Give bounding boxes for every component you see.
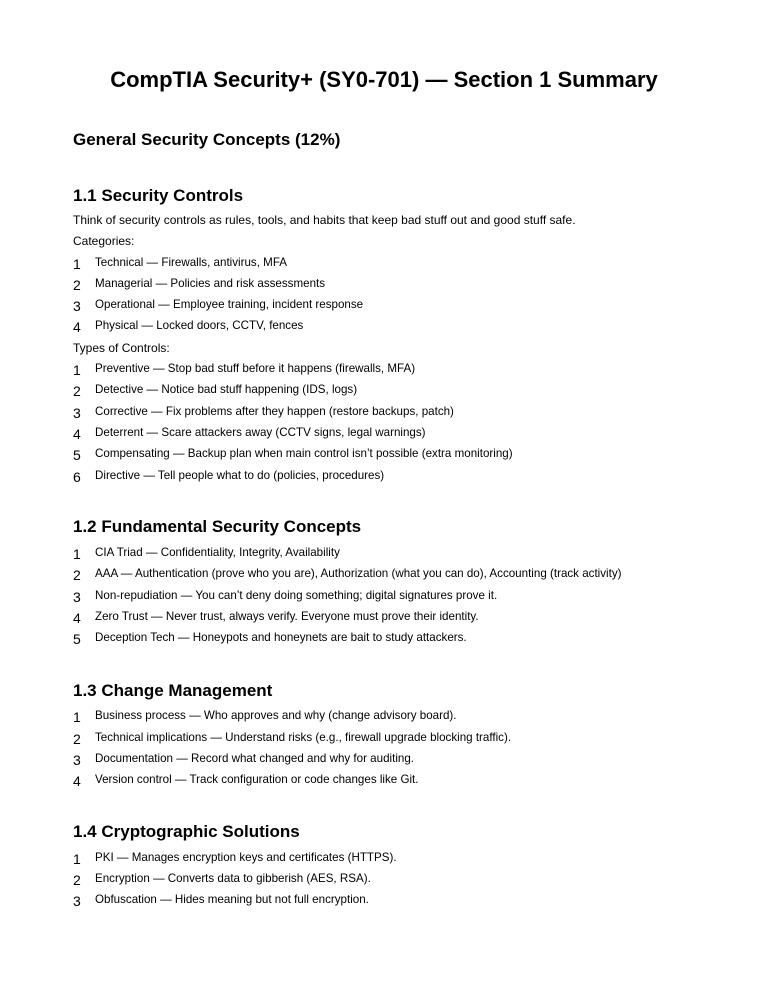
- list-text: Preventive — Stop bad stuff before it happens (firewalls, MFA): [95, 362, 416, 375]
- list-text: Version control — Track configuration or code changes like Git.: [95, 773, 419, 786]
- list-text: Deception Tech — Honeypots and honeynets are bait to study attackers.: [95, 631, 467, 644]
- list-number: 1: [73, 256, 81, 272]
- list-number: 6: [73, 469, 81, 485]
- list-number: 2: [73, 872, 81, 888]
- list-text: Technical — Firewalls, antivirus, MFA: [95, 256, 287, 269]
- list-text: Physical — Locked doors, CCTV, fences: [95, 319, 304, 332]
- list-text: Non-repudiation — You can’t deny doing something; digital signatures prove it.: [95, 589, 498, 602]
- types-label: Types of Controls:: [73, 341, 170, 355]
- list-text: Documentation — Record what changed and why for auditing.: [95, 752, 415, 765]
- list-text: Zero Trust — Never trust, always verify. Everyone must prove their identity.: [95, 610, 479, 623]
- list-number: 2: [73, 277, 81, 293]
- list-text: Detective — Notice bad stuff happening (IDS, logs): [95, 383, 358, 396]
- categories-label: Categories:: [73, 234, 135, 248]
- list-number: 3: [73, 893, 81, 909]
- list-number: 2: [73, 731, 81, 747]
- section-intro: Think of security controls as rules, tools, and habits that keep bad stuff out and good stuff safe.: [73, 213, 576, 227]
- list-text: Compensating — Backup plan when main control isn’t possible (extra monitoring): [95, 447, 513, 460]
- list-number: 5: [73, 447, 81, 463]
- section-heading-1-3: 1.3 Change Management: [73, 681, 273, 700]
- list-text: Corrective — Fix problems after they happen (restore backups, patch): [95, 405, 454, 418]
- list-text: Managerial — Policies and risk assessments: [95, 277, 326, 290]
- list-text: Encryption — Converts data to gibberish (AES, RSA).: [95, 872, 371, 885]
- list-text: AAA — Authentication (prove who you are), Authorization (what you can do), Accounting (track activity): [95, 567, 622, 580]
- list-number: 4: [73, 773, 81, 789]
- section-heading-1-2: 1.2 Fundamental Security Concepts: [73, 517, 362, 536]
- list-number: 3: [73, 405, 81, 421]
- list-number: 1: [73, 362, 81, 378]
- list-text: CIA Triad — Confidentiality, Integrity, Availability: [95, 546, 340, 559]
- list-number: 5: [73, 631, 81, 647]
- list-number: 1: [73, 851, 81, 867]
- section-heading-1-4: 1.4 Cryptographic Solutions: [73, 822, 300, 841]
- list-number: 1: [73, 709, 81, 725]
- list-number: 1: [73, 546, 81, 562]
- list-number: 4: [73, 426, 81, 442]
- list-text: Technical implications — Understand risks (e.g., firewall upgrade blocking traffic).: [95, 731, 512, 744]
- list-number: 2: [73, 567, 81, 583]
- document-title: CompTIA Security+ (SY0-701) — Section 1 Summary: [110, 67, 658, 92]
- section-heading-1-1: 1.1 Security Controls: [73, 186, 244, 205]
- list-number: 3: [73, 589, 81, 605]
- list-text: Deterrent — Scare attackers away (CCTV signs, legal warnings): [95, 426, 426, 439]
- list-number: 3: [73, 752, 81, 768]
- list-text: Obfuscation — Hides meaning but not full encryption.: [95, 893, 369, 906]
- list-number: 2: [73, 383, 81, 399]
- list-number: 4: [73, 319, 81, 335]
- list-text: PKI — Manages encryption keys and certificates (HTTPS).: [95, 851, 397, 864]
- list-text: Operational — Employee training, incident response: [95, 298, 364, 311]
- list-number: 3: [73, 298, 81, 314]
- domain-heading: General Security Concepts (12%): [73, 130, 341, 149]
- list-text: Directive — Tell people what to do (policies, procedures): [95, 469, 385, 482]
- list-number: 4: [73, 610, 81, 626]
- list-text: Business process — Who approves and why (change advisory board).: [95, 709, 457, 722]
